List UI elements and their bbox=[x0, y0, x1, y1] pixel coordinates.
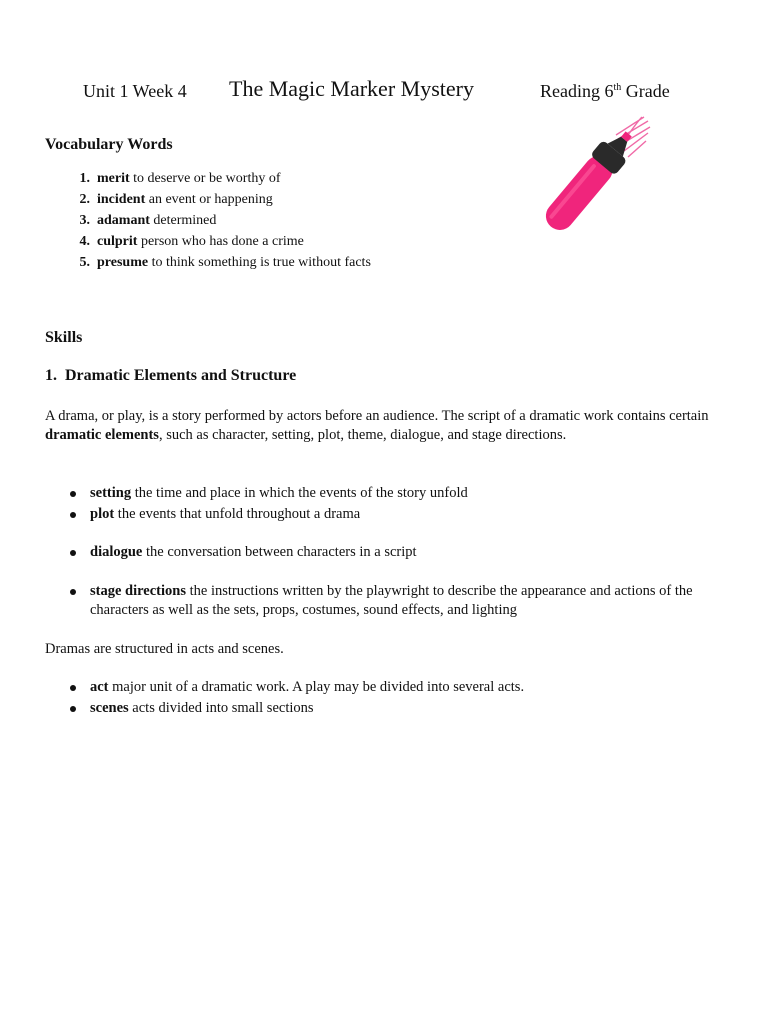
vocabulary-item: 3. adamant determined bbox=[79, 213, 217, 228]
unit-week-label: Unit 1 Week 4 bbox=[83, 81, 187, 101]
list-item: scenes acts divided into small sections bbox=[45, 699, 730, 720]
drama-intro-paragraph: A drama, or play, is a story performed by actors before an audience. The script of a dramatic work contains certain dramatic elements, such as character, setting, plot, theme, dialogue, and stage directions. bbox=[45, 408, 709, 443]
vocabulary-list bbox=[45, 170, 371, 275]
grade-label: Reading 6th Grade bbox=[540, 81, 670, 101]
list-item: setting the time and place in which the events of the story unfold bbox=[45, 484, 730, 505]
skills-heading: Skills bbox=[45, 329, 83, 346]
elements-list-1 bbox=[45, 484, 730, 526]
story-title: The Magic Marker Mystery bbox=[229, 76, 474, 101]
vocabulary-heading: Vocabulary Words bbox=[45, 136, 173, 153]
list-item: act major unit of a dramatic work. A play may be divided into several acts. bbox=[45, 678, 730, 699]
worksheet-header bbox=[0, 76, 768, 106]
vocabulary-item: 2. incident an event or happening bbox=[79, 192, 273, 207]
list-item: plot the events that unfold throughout a drama bbox=[45, 505, 730, 526]
list-item: stage directions the instructions written by the playwright to describe the appearance and actions of the characters as well as the sets, props, costumes, sound effects, and lighting bbox=[45, 582, 730, 620]
structure-list bbox=[45, 678, 730, 720]
structure-paragraph: Dramas are structured in acts and scenes. bbox=[45, 641, 284, 657]
pink-highlighter-marker-icon bbox=[512, 113, 662, 265]
vocabulary-item: 5. presume to think something is true without facts bbox=[79, 255, 371, 270]
vocabulary-item: 1. merit to deserve or be worthy of bbox=[79, 171, 281, 186]
dramatic-elements-heading: 1. Dramatic Elements and Structure bbox=[45, 367, 297, 384]
elements-list-3 bbox=[45, 582, 730, 620]
list-item: dialogue the conversation between characters in a script bbox=[45, 543, 730, 562]
elements-list-2 bbox=[45, 543, 730, 562]
vocabulary-item: 4. culprit person who has done a crime bbox=[79, 234, 304, 249]
